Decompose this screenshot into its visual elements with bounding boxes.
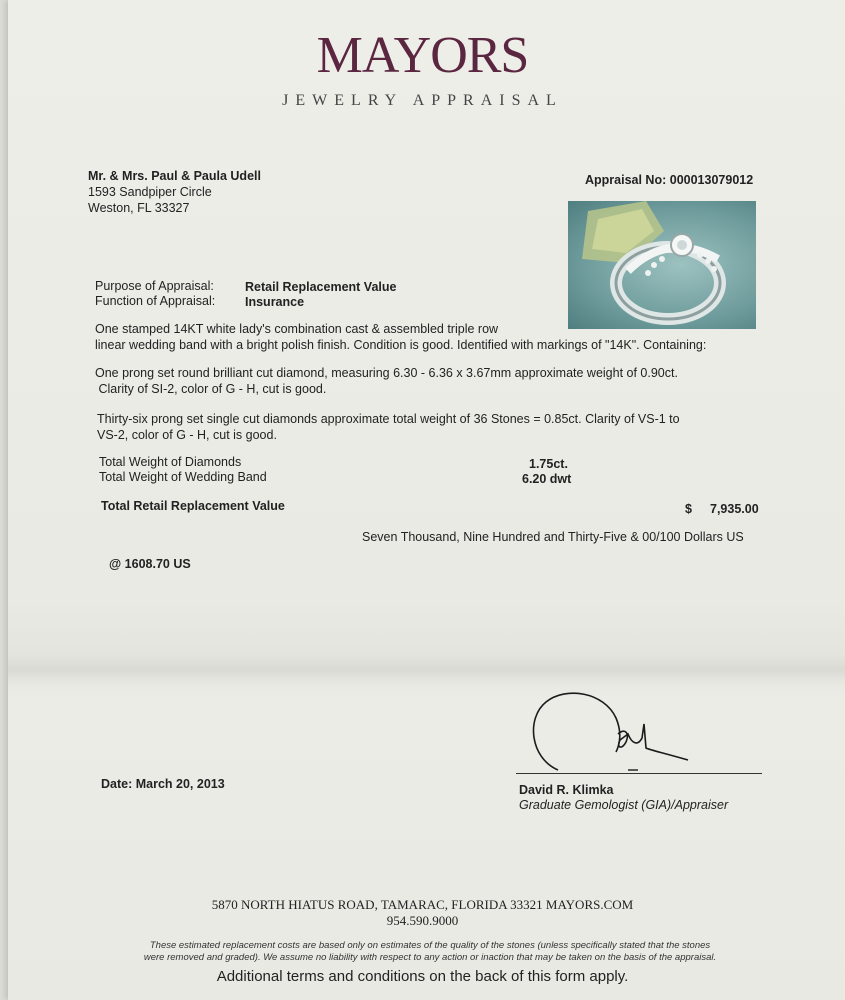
- paper-fold: [8, 655, 845, 685]
- footer-address: 5870 NORTH HIATUS ROAD, TAMARAC, FLORIDA 33321 MAYORS.COM: [211, 897, 634, 912]
- side-stones-line-1: Thirty-six prong set single cut diamonds approximate total weight of 36 Stones = 0.85ct. Clarity of VS-1 to: [97, 412, 680, 426]
- retail-value-label: Total Retail Replacement Value: [101, 499, 285, 513]
- function-label: Function of Appraisal:: [95, 294, 216, 308]
- gold-price: @ 1608.70 US: [109, 557, 191, 571]
- description-line-1: One stamped 14KT white lady's combination cast & assembled triple row: [95, 322, 499, 336]
- appraiser-name: David R. Klimka: [519, 783, 614, 797]
- disclaimer-line-1: These estimated replacement costs are based only on estimates of the quality of the stones (unless specifically stated that the stones: [149, 940, 711, 951]
- diamonds-weight-label: Total Weight of Diamonds: [99, 455, 242, 469]
- appraisal-date: Date: March 20, 2013: [101, 777, 225, 791]
- purpose-label: Purpose of Appraisal:: [95, 279, 214, 293]
- disclaimer: [100, 940, 760, 964]
- center-stone-line-1: One prong set round brilliant cut diamond, measuring 6.30 - 6.36 x 3.67mm approximate weight of 0.90ct.: [95, 366, 678, 380]
- signature-mark: [520, 688, 700, 778]
- brand-logo: MAYORS: [316, 27, 529, 84]
- disclaimer-line-2: were removed and graded). We assume no liability with respect to any action or inaction that may be taken on the basis of the appraisal.: [143, 952, 717, 963]
- ring-photo-icon: [568, 201, 756, 329]
- ring-photo: [568, 201, 756, 329]
- side-stones-line-2: VS-2, color of G - H, cut is good.: [97, 428, 277, 442]
- appraisal-number-value: 000013079012: [669, 173, 754, 187]
- client-name: Mr. & Mrs. Paul & Paula Udell: [88, 169, 261, 183]
- appraisal-number: [585, 172, 753, 188]
- band-weight-value: 6.20 dwt: [522, 472, 572, 486]
- additional-terms: Additional terms and conditions on the back of this form apply.: [216, 968, 629, 985]
- value-in-words: Seven Thousand, Nine Hundred and Thirty-Five & 00/100 Dollars US: [362, 530, 744, 544]
- band-weight-label: Total Weight of Wedding Band: [99, 470, 267, 484]
- signature-line: [516, 773, 762, 774]
- purpose-value: Retail Replacement Value: [245, 280, 397, 294]
- client-street: 1593 Sandpiper Circle: [88, 185, 212, 199]
- currency-symbol: $: [685, 502, 692, 516]
- appraiser-title: Graduate Gemologist (GIA)/Appraiser: [519, 798, 729, 812]
- brand-subtitle: JEWELRY APPRAISAL: [282, 92, 563, 109]
- center-stone-line-2: Clarity of SI-2, color of G - H, cut is good.: [95, 382, 327, 396]
- description-line-2: linear wedding band with a bright polish finish. Condition is good. Identified with markings of "14K". Containing:: [95, 338, 707, 352]
- function-value: Insurance: [245, 295, 305, 309]
- diamonds-weight-value: 1.75ct.: [529, 457, 568, 471]
- appraisal-number-label: Appraisal No:: [585, 173, 667, 187]
- retail-value-amount: 7,935.00: [710, 502, 759, 516]
- client-city: Weston, FL 33327: [88, 201, 190, 215]
- footer-phone: 954.590.9000: [386, 913, 459, 928]
